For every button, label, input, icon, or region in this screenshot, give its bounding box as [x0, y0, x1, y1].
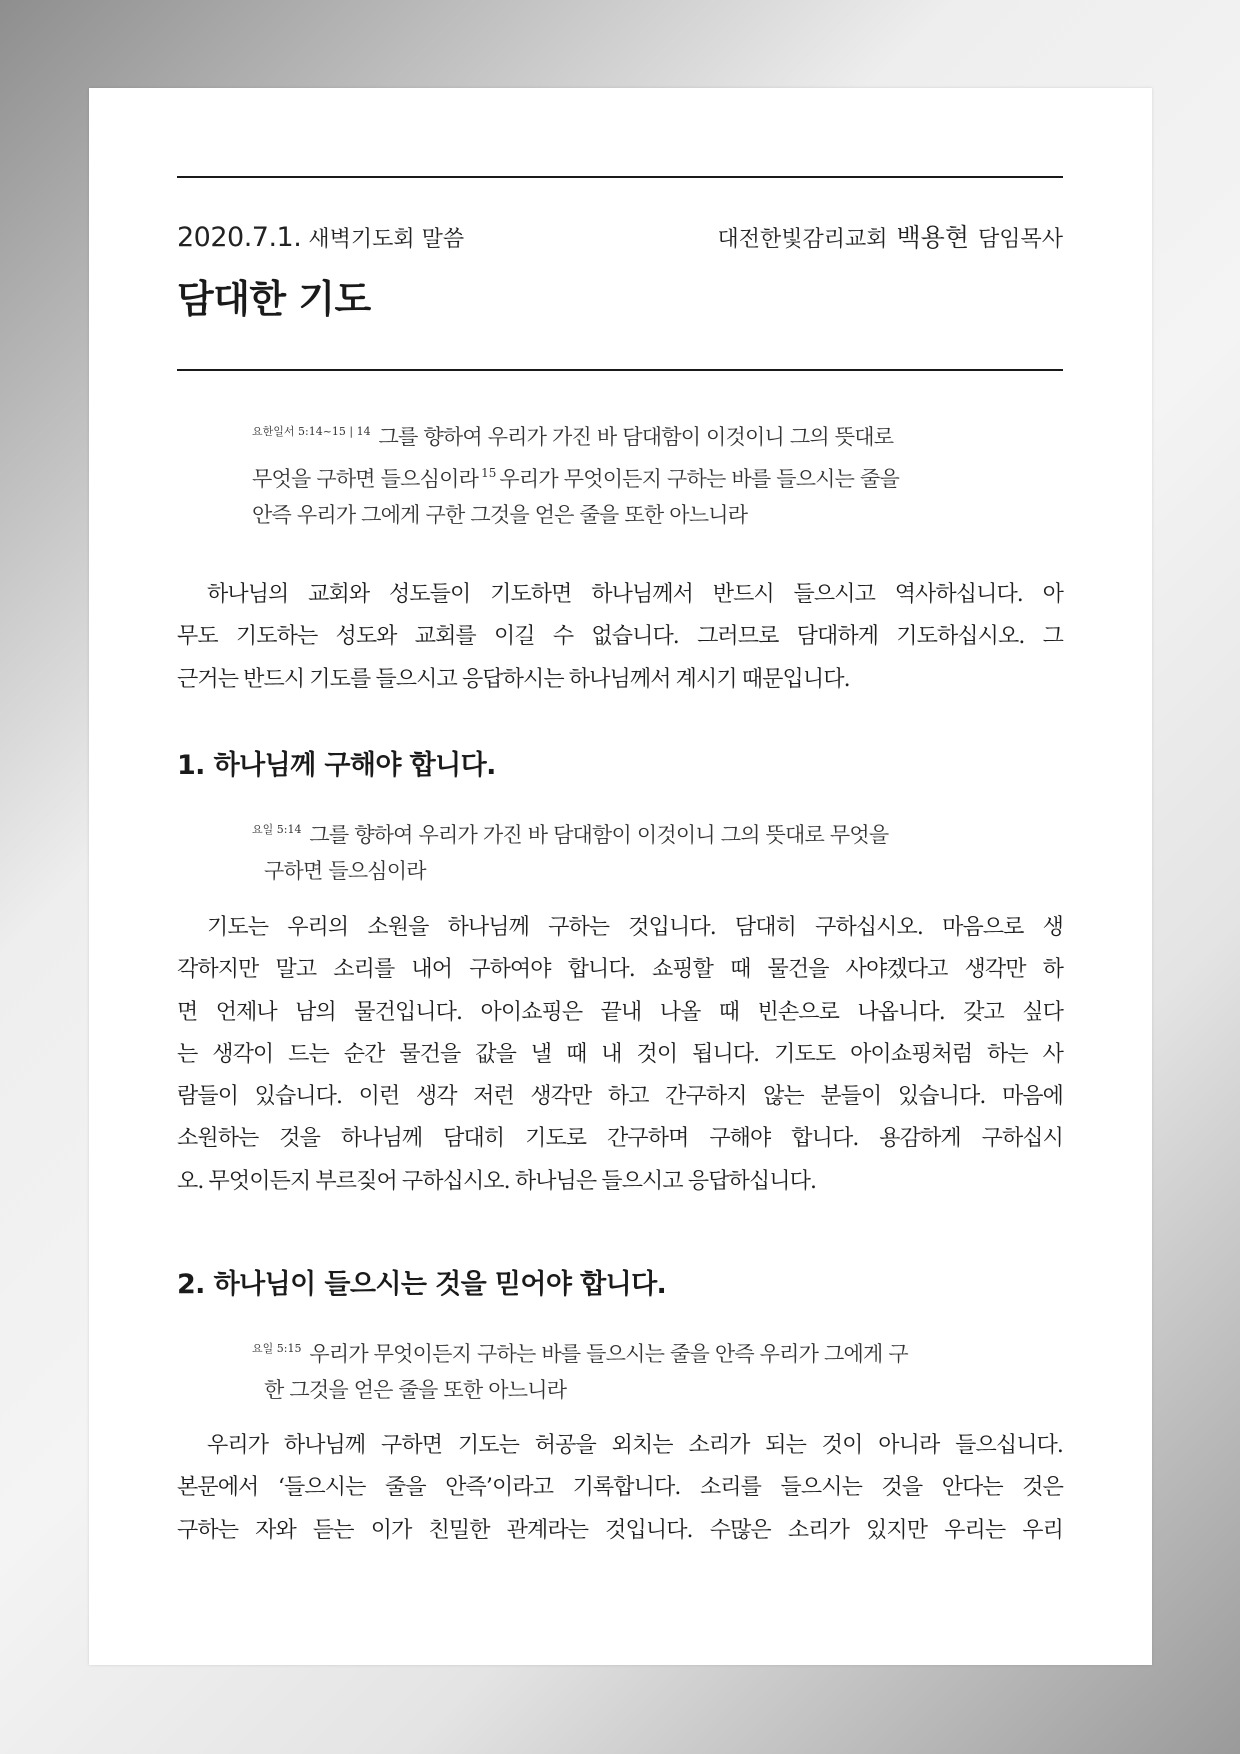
intro-verse-text: 그를 향하여 우리가 가진 바 담대함이 이것이니 그의 뜻대로	[378, 425, 894, 449]
title-rule	[177, 369, 1063, 371]
verse-text: 한 그것을 얻은 줄을 또한 아느니라	[264, 1378, 567, 1402]
intro-verse-text: 무엇을 구하면 들으심이라	[252, 467, 479, 491]
paragraph-line: 본문에서 ‘들으시는 줄을 안즉’이라고 기록합니다. 소리를 들으시는 것을 안다는 것은	[177, 1475, 1063, 1501]
section-1-heading: 1. 하나님께 구해야 합니다.	[177, 750, 496, 781]
intro-verse	[252, 414, 992, 533]
service-name: 새벽기도회 말씀	[308, 227, 465, 252]
verse-ref: 요일 5:15	[252, 1342, 302, 1355]
sermon-date: 2020.7.1.	[177, 222, 302, 253]
section-2-paragraph	[177, 1425, 1063, 1552]
section-2-verse	[252, 1331, 992, 1408]
verse-text: 우리가 무엇이든지 구하는 바를 들으시는 줄을 안즉 우리가 그에게 구	[309, 1342, 908, 1366]
paragraph-line: 람들이 있습니다. 이런 생각 저런 생각만 하고 간구하지 않는 분들이 있습니다. 마음에	[177, 1084, 1063, 1110]
intro-verse-text: 안즉 우리가 그에게 구한 그것을 얻은 줄을 또한 아느니라	[252, 503, 748, 527]
pastor-name: 백용현	[896, 223, 969, 252]
header-meta	[177, 218, 1063, 254]
paragraph-line: 하나님의 교회와 성도들이 기도하면 하나님께서 반드시 들으시고 역사하십니다. 아	[207, 582, 1063, 607]
section-1-paragraph	[177, 907, 1063, 1203]
paragraph-line: 무도 기도하는 성도와 교회를 이길 수 없습니다. 그러므로 담대하게 기도하십시오. 그	[177, 624, 1063, 650]
intro-verse-line	[252, 414, 992, 455]
paragraph-line: 각하지만 말고 소리를 내어 구하여야 합니다. 쇼핑할 때 물건을 사야겠다고 생각만 하	[177, 957, 1063, 983]
top-rule	[177, 176, 1063, 178]
section-1-verse	[252, 812, 992, 889]
sermon-title: 담대한 기도	[177, 277, 371, 321]
verse-ref: 요일 5:14	[252, 823, 302, 836]
intro-verse-text: 우리가 무엇이든지 구하는 바를 들으시는 줄을	[499, 467, 899, 491]
paragraph-line: 구하는 자와 듣는 이가 친밀한 관계라는 것입니다. 수많은 소리가 있지만 우리는 우리	[177, 1517, 1063, 1543]
author-info	[718, 218, 1064, 254]
document-page	[89, 88, 1152, 1665]
verse-text: 구하면 들으심이라	[264, 859, 426, 883]
paragraph-line: 는 생각이 드는 순간 물건을 값을 낼 때 내 것이 됩니다. 기도도 아이쇼핑처럼 하는 사	[177, 1041, 1063, 1067]
section-2-heading: 2. 하나님이 들으시는 것을 믿어야 합니다.	[177, 1269, 667, 1300]
intro-paragraph	[177, 574, 1063, 701]
verse-line	[252, 812, 992, 853]
paragraph-line: 근거는 반드시 기도를 들으시고 응답하시는 하나님께서 계시기 때문입니다.	[177, 666, 850, 692]
intro-verse-ref: 요한일서 5:14~15 | 14	[252, 425, 371, 438]
paragraph-line: 우리가 하나님께 구하면 기도는 허공을 외치는 소리가 되는 것이 아니라 들으십니다.	[207, 1433, 1063, 1458]
paragraph-line: 오. 무엇이든지 부르짖어 구하십시오. 하나님은 들으시고 응답하십니다.	[177, 1168, 817, 1194]
verse-line	[252, 1331, 992, 1372]
church-name: 대전한빛감리교회	[717, 227, 888, 252]
verse-number: 15	[481, 466, 497, 480]
paragraph-line: 소원하는 것을 하나님께 담대히 기도로 간구하며 구해야 합니다. 용감하게 구하십시	[177, 1126, 1063, 1152]
paragraph-line: 면 언제나 남의 물건입니다. 아이쇼핑은 끝내 나올 때 빈손으로 나옵니다. 갖고 싶다	[177, 999, 1063, 1025]
pastor-title: 담임목사	[977, 227, 1063, 252]
verse-text: 그를 향하여 우리가 가진 바 담대함이 이것이니 그의 뜻대로 무엇을	[309, 823, 889, 847]
intro-verse-line	[252, 455, 992, 497]
verse-line	[252, 853, 992, 889]
paragraph-line: 기도는 우리의 소원을 하나님께 구하는 것입니다. 담대히 구하십시오. 마음으로 생	[207, 915, 1063, 940]
intro-verse-line	[252, 497, 992, 533]
sermon-info	[177, 222, 464, 253]
verse-line	[252, 1372, 992, 1408]
